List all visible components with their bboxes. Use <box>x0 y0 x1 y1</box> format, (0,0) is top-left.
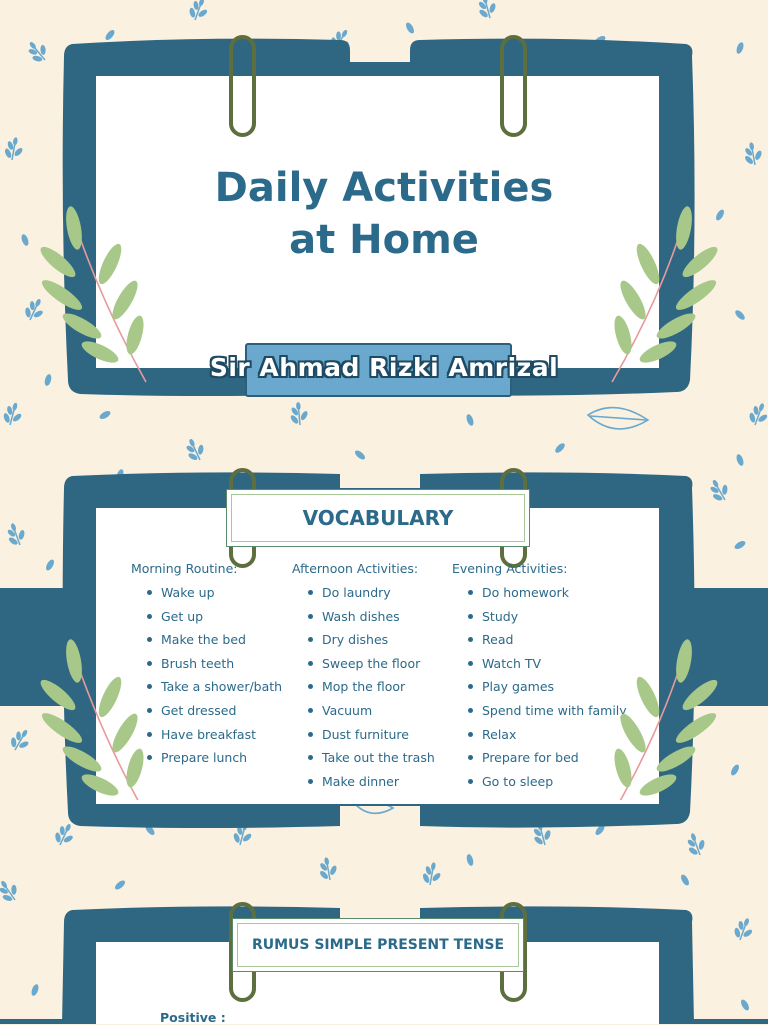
column-title: Morning Routine: <box>131 561 238 576</box>
list-item: Prepare for bed <box>468 746 627 770</box>
list-item: Do homework <box>468 581 627 605</box>
formula-heading: RUMUS SIMPLE PRESENT TENSE <box>232 918 524 972</box>
author-name: Sir Ahmad Rizki Amrizal <box>209 353 559 382</box>
list-item: Prepare lunch <box>147 746 282 770</box>
list-item: Do laundry <box>308 581 435 605</box>
column-title: Evening Activities: <box>452 561 568 576</box>
column-title: Afternoon Activities: <box>292 561 419 576</box>
list-item: Mop the floor <box>308 675 435 699</box>
list-item: Play games <box>468 675 627 699</box>
list-item: Make the bed <box>147 628 282 652</box>
list-item: Relax <box>468 723 627 747</box>
list-item: Dust furniture <box>308 723 435 747</box>
list-item: Vacuum <box>308 699 435 723</box>
list-item: Get up <box>147 605 282 629</box>
list-item: Wash dishes <box>308 605 435 629</box>
list-item: Have breakfast <box>147 723 282 747</box>
list-item: Wake up <box>147 581 282 605</box>
title-line-1: Daily Activities <box>214 165 554 211</box>
positive-label: Positive : <box>160 1010 226 1025</box>
list-item: Study <box>468 605 627 629</box>
list-item: Brush teeth <box>147 652 282 676</box>
vocabulary-heading: VOCABULARY <box>226 489 530 547</box>
leaf-sprig-icon <box>0 420 768 800</box>
list-item: Dry dishes <box>308 628 435 652</box>
list-item: Spend time with family <box>468 699 627 723</box>
title-line-2: at Home <box>289 217 479 263</box>
list-item: Sweep the floor <box>308 652 435 676</box>
list-item: Read <box>468 628 627 652</box>
list-item: Take a shower/bath <box>147 675 282 699</box>
list-item: Get dressed <box>147 699 282 723</box>
list-item: Make dinner <box>308 770 435 794</box>
list-item: Watch TV <box>468 652 627 676</box>
list-item: Go to sleep <box>468 770 627 794</box>
list-item: Take out the trash <box>308 746 435 770</box>
